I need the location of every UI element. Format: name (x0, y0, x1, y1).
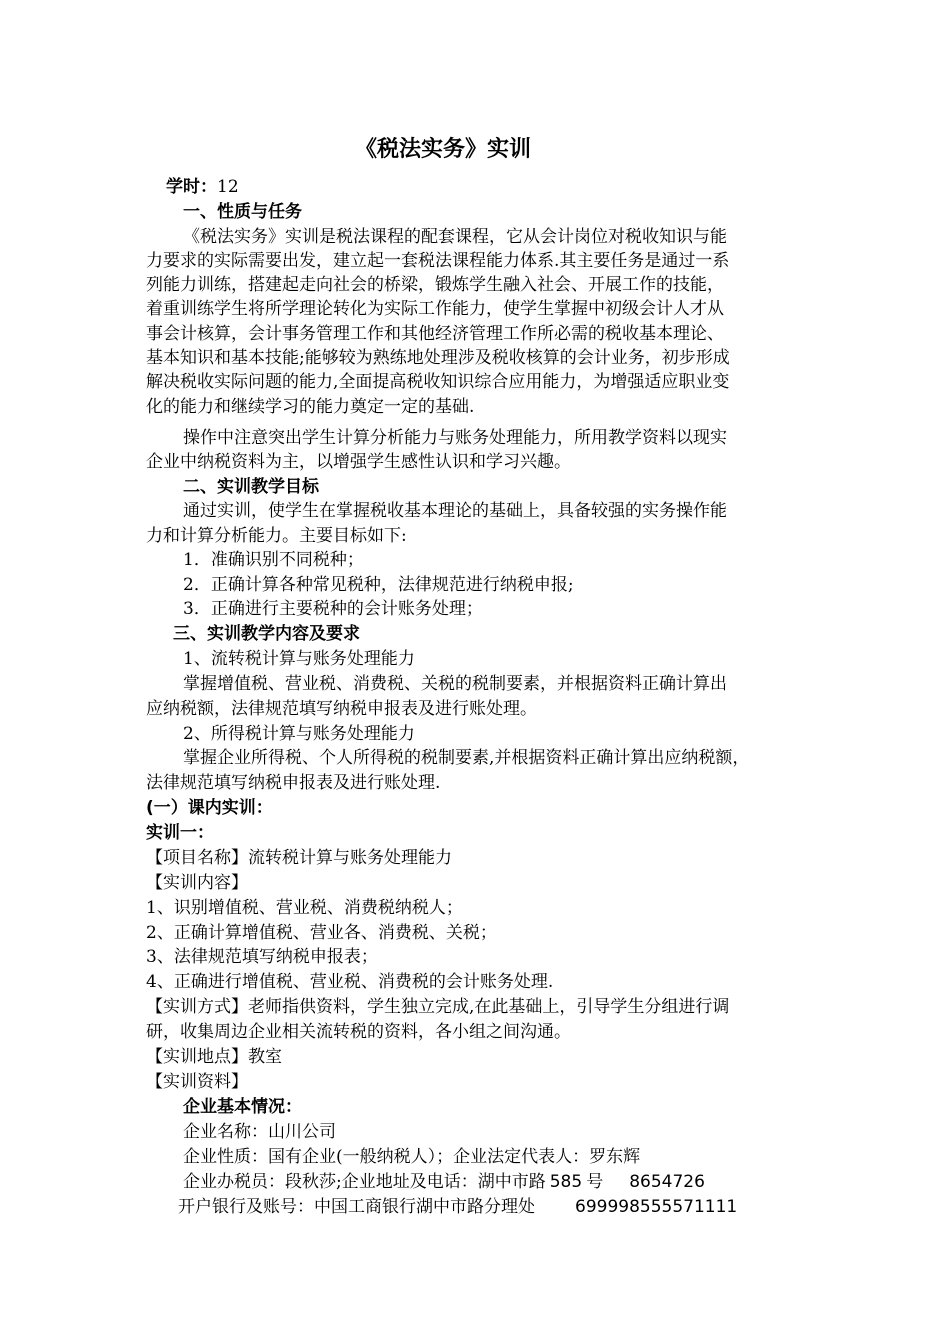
hours-line (166, 175, 239, 199)
bank-account: 699998555571111 (575, 1197, 738, 1217)
sec1-p1-line-6: 解决税收实际问题的能力,全面提高税收知识综合应用能力，为增强适应职业变 (146, 372, 730, 392)
sec1-p2-line-0: 操作中注意突出学生计算分析能力与账务处理能力，所用教学资料以现实 (183, 428, 727, 448)
section-heading-1: 一、性质与任务 (183, 202, 302, 222)
sec3-sub1-line-0: 掌握增值税、营业税、消费税、关税的税制要素，并根据资料正确计算出 (183, 674, 727, 694)
company-heading: 企业基本情况： (183, 1097, 302, 1117)
content-item-1: 1、识别增值税、营业税、消费税纳税人； (146, 898, 463, 918)
sec1-p1-line-4: 事会计核算，会计事务管理工作和其他经济管理工作所必需的税收基本理论、 (146, 324, 724, 344)
doc-title: 《税法实务》实训 (355, 137, 532, 162)
company-contact-text: 企业办税员：段秋莎;企业地址及电话：湖中市路 (183, 1172, 546, 1192)
sec1-p1-line-1: 力要求的实际需要出发，建立起一套税法课程能力体系.其主要任务是通过一系 (146, 251, 730, 271)
goal-item-2: 2．正确计算各种常见税种，法律规范进行纳税申报; (183, 575, 574, 595)
content-item-4: 4、正确进行增值税、营业税、消费税的会计账务处理. (146, 972, 554, 992)
content-item-2: 2、正确计算增值税、营业各、消费税、关税； (146, 923, 497, 943)
location: 【实训地点】教室 (146, 1047, 282, 1067)
shixun1-heading: 实训一： (146, 823, 214, 843)
method-line-1: 研，收集周边企业相关流转税的资料，各小组之间沟通。 (146, 1022, 571, 1042)
company-name: 企业名称：山川公司 (183, 1122, 336, 1142)
sec2-p1-line-1: 力和计算分析能力。主要目标如下: (146, 526, 407, 546)
sec3-sub2-line-0: 掌握企业所得税、个人所得税的税制要素,并根据资料正确计算出应纳税额， (183, 748, 750, 768)
sec3-sub1-line-1: 应纳税额，法律规范填写纳税申报表及进行账处理。 (146, 699, 537, 719)
company-phone: 8654726 (629, 1172, 705, 1192)
sec2-p1-line-0: 通过实训，使学生在掌握税收基本理论的基础上，具备较强的实务操作能 (183, 501, 727, 521)
sec1-p1-line-3: 着重训练学生将所学理论转化为实际工作能力，使学生掌握中初级会计人才从 (146, 299, 724, 319)
sec1-p1-line-7: 化的能力和继续学习的能力奠定一定的基础. (146, 397, 475, 417)
hours-value: 12 (217, 177, 239, 197)
material-label: 【实训资料】 (146, 1072, 248, 1092)
hours-label: 学时： (166, 177, 217, 197)
goal-item-3: 3．正确进行主要税种的会计账务处理； (183, 599, 483, 619)
sec1-p1-line-2: 列能力训练，搭建起走向社会的桥梁，锻炼学生融入社会、开展工作的技能， (146, 275, 724, 295)
company-contact-line (183, 1170, 705, 1194)
bank-text: 开户银行及账号：中国工商银行湖中市路分理处 (178, 1197, 535, 1217)
company-road-no: 585 (549, 1172, 583, 1192)
project-name: 【项目名称】流转税计算与账务处理能力 (146, 848, 452, 868)
section-heading-2: 二、实训教学目标 (183, 477, 319, 497)
sec1-p1-line-5: 基本知识和基本技能;能够较为熟练地处理涉及税收核算的会计业务，初步形成 (146, 348, 730, 368)
content-label: 【实训内容】 (146, 873, 248, 893)
sec3-subheading-2: 2、所得税计算与账务处理能力 (183, 724, 415, 744)
sec1-p1-line-0: 《税法实务》实训是税法课程的配套课程，它从会计岗位对税收知识与能 (183, 227, 727, 247)
bank-line (178, 1195, 737, 1219)
section-heading-3: 三、实训教学内容及要求 (173, 624, 360, 644)
goal-item-1: 1．准确识别不同税种； (183, 550, 364, 570)
company-hao: 号 (586, 1172, 604, 1192)
sec3-sub2-line-1: 法律规范填写纳税申报表及进行账处理. (146, 773, 441, 793)
company-nature: 企业性质：国有企业(一般纳税人）；企业法定代表人：罗东辉 (183, 1147, 641, 1167)
inclass-heading: (一）课内实训： (146, 798, 273, 818)
sec1-p2-line-1: 企业中纳税资料为主，以增强学生感性认识和学习兴趣。 (146, 452, 571, 472)
content-item-3: 3、法律规范填写纳税申报表； (146, 947, 378, 967)
method-line-0: 【实训方式】老师指供资料，学生独立完成,在此基础上，引导学生分组进行调 (146, 997, 730, 1017)
sec3-subheading-1: 1、流转税计算与账务处理能力 (183, 649, 415, 669)
